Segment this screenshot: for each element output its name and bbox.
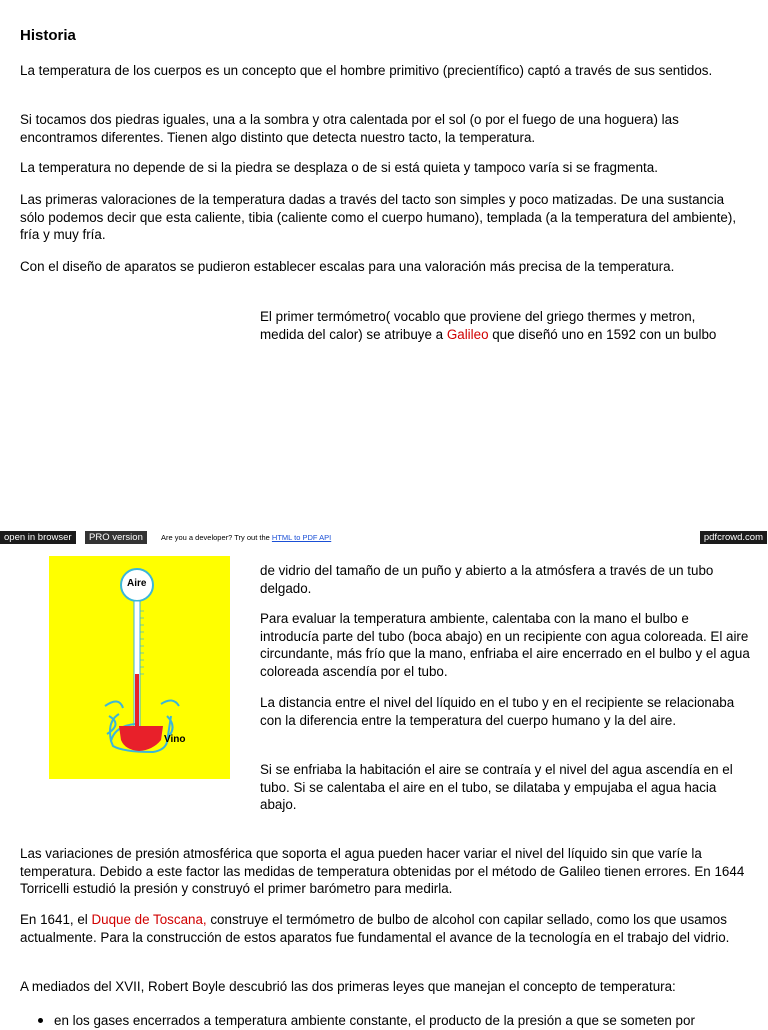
paragraph-boyle: A mediados del XVII, Robert Boyle descubrió las dos primeras leyes que manejan el concepto de temperatura: xyxy=(20,979,676,994)
boyle-laws-list xyxy=(38,1012,695,1030)
bullet-text: en los gases encerrados a temperatura ambiente constante, el producto de la presión a que se someten por xyxy=(54,1013,695,1028)
paragraph-galileo xyxy=(260,308,750,343)
paragraph-evaluate: Para evaluar la temperatura ambiente, calentaba con la mano el bulbo e introducía parte del tubo (boca abajo) en un recipiente con agua coloreada. El aire circundante, más frío que la mano, enfriaba el aire encerrado en el bulbo y el agua coloreada ascendía por el tubo. xyxy=(260,611,750,679)
paragraph-stones: Si tocamos dos piedras iguales, una a la sombra y otra calentada por el sol (o por el fuego de una hoguera) las encontramos diferentes. Tienen algo distinto que detecta nuestro tacto, la temperatura. xyxy=(20,112,679,145)
paragraph-pressure: Las variaciones de presión atmosférica que soporta el agua pueden hacer variar el nivel del líquido sin que varíe la temperatura. Debido a este factor las medidas de temperatura obtenidas por el método de Galileo tienen errores. En 1644 Torricelli estudió la presión y construyó el primer barómetro para medirla. xyxy=(20,846,745,896)
paragraph-touch: Las primeras valoraciones de la temperatura dadas a través del tacto son simples y poco matizadas. De una sustancia sólo podemos decir que esta caliente, tibia (caliente como el cuerpo humano), templada (a la temperatura del ambiente), fría y muy fría. xyxy=(20,192,737,242)
galileo-line2-after: que diseñó uno en 1592 con un bulbo xyxy=(488,326,717,342)
list-item xyxy=(38,1012,695,1030)
html-to-pdf-api-link[interactable]: HTML to PDF API xyxy=(271,533,332,542)
paragraph-distance: La distancia entre el nivel del líquido en el tubo y en el recipiente se relacionaba con la diferencia entre la temperatura del cuerpo humano y la del aire. xyxy=(260,695,735,728)
paragraph-toscana xyxy=(20,911,750,946)
toscana-before: En 1641, el xyxy=(20,912,92,927)
duque-de-toscana-link[interactable]: Duque de Toscana, xyxy=(91,912,207,927)
galileo-line1: El primer termómetro( vocablo que proviene del griego thermes y metron, xyxy=(260,309,696,324)
label-vino: Vino xyxy=(164,734,186,745)
developer-promo xyxy=(161,531,331,544)
galileo-line2-before: medida del calor) se atribuye a xyxy=(260,326,447,342)
pdfcrowd-brand-link[interactable]: pdfcrowd.com xyxy=(700,531,767,544)
paragraph-room: Si se enfriaba la habitación el aire se contraía y el nivel del agua ascendía en el tubo. Si se calentaba el aire en el tubo, se dilataba y empujaba el agua hacia abajo. xyxy=(260,762,733,812)
paragraph-scales: Con el diseño de aparatos se pudieron establecer escalas para una valoración más precisa de la temperatura. xyxy=(20,259,675,274)
galileo-thermometer-figure xyxy=(49,556,230,779)
pdf-toolbar xyxy=(0,531,768,544)
paragraph-fragment: La temperatura no depende de si la piedra se desplaza o de si está quieta y tampoco varía si se fragmenta. xyxy=(20,160,658,175)
section-heading: Historia xyxy=(20,27,76,44)
pro-version-button[interactable]: PRO version xyxy=(85,531,147,544)
paragraph-bulb: de vidrio del tamaño de un puño y abierto a la atmósfera a través de un tubo delgado. xyxy=(260,563,714,596)
paragraph-intro: La temperatura de los cuerpos es un concepto que el hombre primitivo (precientífico) captó a través de sus sentidos. xyxy=(20,63,713,78)
open-in-browser-button[interactable]: open in browser xyxy=(0,531,76,544)
thermometer-illustration xyxy=(49,556,230,779)
page-gap xyxy=(0,343,768,531)
toscana-after: construye el termómetro de bulbo de alcohol con capilar sellado, como los que usamos actualmente. Para la construcción de estos aparatos fue fundamental el avance de la tecnología en el trabajo del vidrio. xyxy=(20,912,730,945)
label-aire: Aire xyxy=(127,578,147,589)
galileo-link[interactable]: Galileo xyxy=(446,326,489,342)
developer-promo-text: Are you a developer? Try out the xyxy=(161,533,272,542)
